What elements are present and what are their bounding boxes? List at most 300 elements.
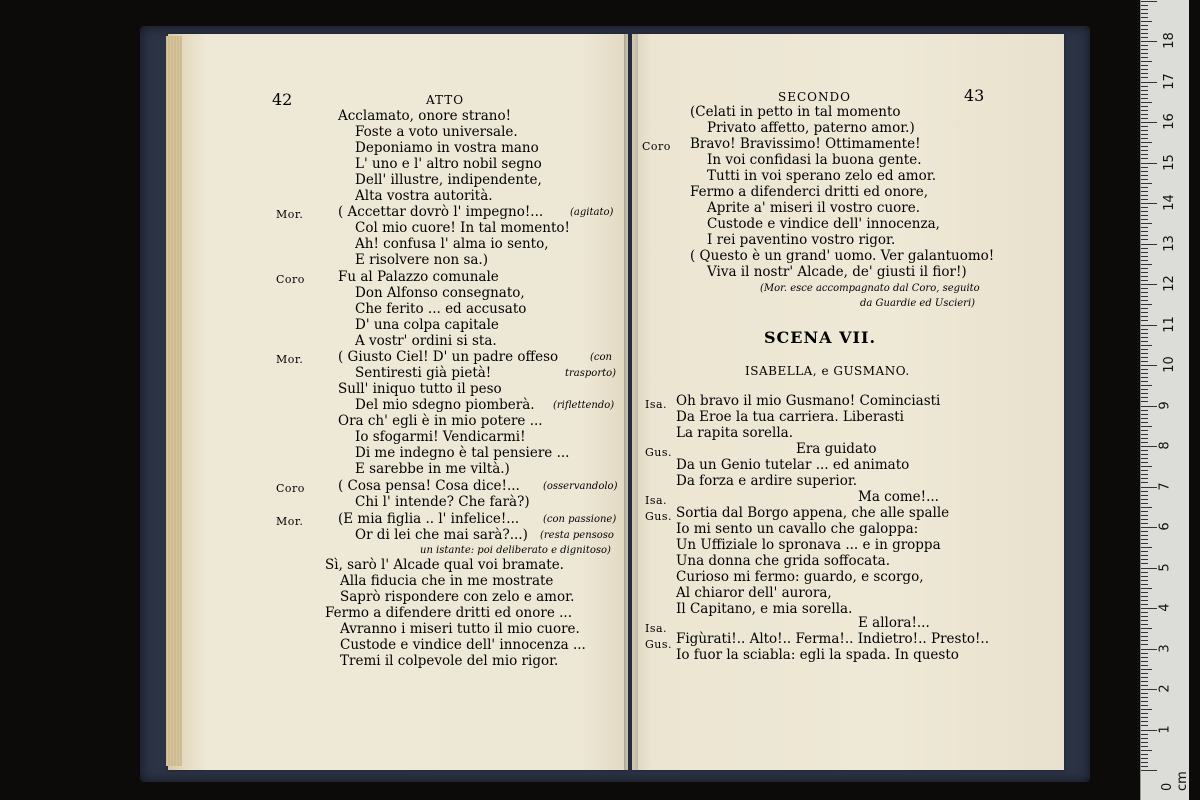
ruler-tick <box>1141 665 1148 666</box>
ruler-tick <box>1141 130 1148 131</box>
verse-line: Fermo a difenderci dritti ed onore, <box>690 184 929 200</box>
ruler-tick <box>1141 337 1148 338</box>
stage-direction: da Guardie ed Uscieri) <box>860 298 976 309</box>
ruler-tick <box>1141 770 1157 771</box>
ruler-tick <box>1141 628 1152 629</box>
ruler-tick <box>1141 365 1157 366</box>
ruler-tick <box>1141 195 1148 196</box>
verse-line: (Celati in petto in tal momento <box>690 104 901 120</box>
ruler-tick <box>1141 600 1148 601</box>
ruler-tick <box>1141 248 1148 249</box>
verse-line: Saprò rispondere con zelo e amor. <box>340 589 575 605</box>
stage-direction: (resta pensoso <box>540 530 614 541</box>
ruler-tick <box>1141 90 1148 91</box>
verse-line: Don Alfonso consegnato, <box>355 285 525 301</box>
ruler-tick <box>1141 211 1148 212</box>
verse-line: (E mia figlia .. l' infelice!... <box>338 511 520 527</box>
ruler-tick <box>1141 252 1148 253</box>
verse-line: Custode e vindice dell' innocenza, <box>707 216 940 232</box>
verse-line: Da un Genio tutelar ... ed animato <box>676 457 910 473</box>
ruler-tick <box>1141 357 1148 358</box>
ruler-tick <box>1141 519 1148 520</box>
ruler-tick <box>1141 29 1148 30</box>
ruler-tick <box>1141 766 1148 767</box>
ruler-label: 11 <box>1161 315 1177 333</box>
ruler-tick <box>1141 442 1148 443</box>
ruler-tick <box>1141 215 1148 216</box>
ruler-tick <box>1141 738 1148 739</box>
ruler-tick <box>1141 547 1152 548</box>
page-number-right: 43 <box>964 86 985 105</box>
verse-line: Ora ch' egli è in mio potere ... <box>338 413 543 429</box>
ruler-tick <box>1141 620 1148 621</box>
scene-characters: ISABELLA, e GUSMANO. <box>745 364 910 378</box>
ruler-tick <box>1141 422 1148 423</box>
ruler-tick <box>1141 280 1148 281</box>
ruler-label: 13 <box>1161 234 1177 252</box>
ruler-tick <box>1141 466 1152 467</box>
verse-line: Or di lei che mai sarà?...) <box>355 527 528 543</box>
running-head-left: ATTO <box>426 93 465 107</box>
stage-direction: (osservandolo) <box>543 481 618 492</box>
ruler-tick <box>1141 531 1148 532</box>
ruler-tick <box>1141 175 1148 176</box>
ruler-tick <box>1141 235 1148 236</box>
ruler-tick <box>1141 604 1148 605</box>
ruler-tick <box>1141 418 1148 419</box>
ruler-tick <box>1141 361 1148 362</box>
ruler-tick <box>1141 450 1148 451</box>
ruler-tick <box>1141 260 1148 261</box>
page-number-left: 42 <box>272 90 293 109</box>
ruler-tick <box>1141 426 1152 427</box>
verse-line: Sortia dal Borgo appena, che alle spalle <box>676 505 950 521</box>
ruler-tick <box>1141 288 1148 289</box>
ruler-tick <box>1141 126 1148 127</box>
verse-line: Ma come!... <box>858 489 939 505</box>
verse-line: Fermo a difendere dritti ed onore ... <box>325 605 572 621</box>
ruler-tick <box>1141 580 1148 581</box>
ruler-tick <box>1141 353 1148 354</box>
stage-direction: (Mor. esce accompagnato dal Coro, seguito <box>760 283 980 294</box>
speaker-label: Mor. <box>276 208 304 221</box>
ruler-tick <box>1141 312 1148 313</box>
speaker-label: Coro <box>276 273 305 286</box>
stage-direction: (con passione) <box>543 514 617 525</box>
ruler-tick <box>1141 73 1148 74</box>
ruler-tick <box>1141 511 1148 512</box>
ruler-tick <box>1141 535 1148 536</box>
verse-line: In voi confidasi la buona gente. <box>707 152 922 168</box>
ruler-label: 2 <box>1157 684 1173 693</box>
ruler-tick <box>1141 458 1148 459</box>
ruler-tick <box>1141 576 1148 577</box>
ruler-tick <box>1141 495 1148 496</box>
ruler-tick <box>1141 227 1148 228</box>
ruler-tick <box>1141 636 1148 637</box>
verse-line: Il Capitano, e mia sorella. <box>676 601 853 617</box>
ruler-tick <box>1141 187 1148 188</box>
ruler-tick <box>1141 507 1152 508</box>
verse-line: Di me indegno è tal pensiere ... <box>355 445 570 461</box>
ruler-tick <box>1141 555 1148 556</box>
ruler-label: 7 <box>1157 481 1173 491</box>
ruler-tick <box>1141 369 1148 370</box>
ruler-tick <box>1141 584 1148 585</box>
speaker-label: Isa. <box>645 622 668 635</box>
verse-line: Aprite a' miseri il vostro cuore. <box>707 200 921 216</box>
ruler-tick <box>1141 653 1148 654</box>
ruler-tick <box>1141 150 1148 151</box>
ruler-label: 12 <box>1161 275 1177 292</box>
ruler-tick <box>1141 9 1148 10</box>
ruler-tick <box>1141 138 1148 139</box>
ruler-tick <box>1141 397 1148 398</box>
verse-line: Tremi il colpevole del mio rigor. <box>340 653 559 669</box>
verse-line: Curioso mi fermo: guardo, e scorgo, <box>676 569 924 585</box>
ruler-tick <box>1141 717 1148 718</box>
ruler-tick <box>1141 377 1148 378</box>
ruler-tick <box>1141 300 1148 301</box>
ruler-tick <box>1141 572 1148 573</box>
ruler-tick <box>1141 333 1148 334</box>
ruler-tick <box>1141 551 1148 552</box>
ruler-label: 0 cm <box>1160 771 1190 791</box>
ruler-tick <box>1141 154 1148 155</box>
ruler-tick <box>1141 65 1148 66</box>
ruler-tick <box>1141 308 1148 309</box>
ruler-tick <box>1141 179 1148 180</box>
verse-line: Tutti in voi sperano zelo ed amor. <box>707 168 936 184</box>
ruler-tick <box>1141 401 1148 402</box>
verse-line: Una donna che grida soffocata. <box>676 553 890 569</box>
verse-line: ( Cosa pensa! Cosa dice!... <box>338 478 520 494</box>
verse-line: Figùrati!.. Alto!.. Ferma!.. Indietro!.. Presto!.. <box>676 631 989 647</box>
ruler-tick <box>1141 499 1148 500</box>
verse-line: Al chiaror dell' aurora, <box>676 585 832 601</box>
ruler-label: 5 <box>1157 562 1173 572</box>
ruler-tick <box>1141 693 1148 694</box>
ruler-tick <box>1141 349 1148 350</box>
ruler-tick <box>1141 410 1148 411</box>
ruler-tick <box>1141 203 1157 204</box>
ruler-tick <box>1141 53 1148 54</box>
verse-line: Foste a voto universale. <box>355 124 518 140</box>
ruler-tick <box>1141 543 1148 544</box>
ruler-tick <box>1141 725 1148 726</box>
ruler-tick <box>1141 434 1148 435</box>
ruler-tick <box>1141 563 1148 564</box>
ruler-tick <box>1141 523 1148 524</box>
ruler-tick <box>1141 685 1148 686</box>
verse-line: D' una colpa capitale <box>355 317 499 333</box>
ruler-tick <box>1141 122 1157 123</box>
verse-line: Chi l' intende? Che farà?) <box>355 494 530 510</box>
ruler-tick <box>1141 276 1148 277</box>
ruler-tick <box>1141 268 1148 269</box>
speaker-label: Gus. <box>645 446 673 459</box>
scene-title: SCENA VII. <box>764 328 877 347</box>
ruler-tick <box>1141 406 1157 407</box>
ruler-tick <box>1141 345 1152 346</box>
ruler-tick <box>1141 25 1148 26</box>
ruler-tick <box>1141 272 1148 273</box>
verse-line: La rapita sorella. <box>676 425 794 441</box>
verse-line: Avranno i miseri tutto il mio cuore. <box>340 621 580 637</box>
ruler-tick <box>1141 171 1148 172</box>
ruler-tick <box>1141 244 1157 245</box>
ruler-tick <box>1141 381 1148 382</box>
ruler-tick <box>1141 373 1148 374</box>
ruler-tick <box>1141 231 1148 232</box>
ruler-tick <box>1141 219 1148 220</box>
ruler-tick <box>1141 559 1148 560</box>
ruler-tick <box>1141 750 1152 751</box>
ruler-tick <box>1141 5 1148 6</box>
ruler-tick <box>1141 697 1148 698</box>
verse-line: Ah! confusa l' alma io sento, <box>355 236 549 252</box>
ruler-tick <box>1141 503 1148 504</box>
speaker-label: Coro <box>276 482 305 495</box>
verse-line: Sull' iniquo tutto il peso <box>338 381 502 397</box>
verse-line: L' uno e l' altro nobil segno <box>355 156 542 172</box>
measuring-ruler <box>1140 0 1189 800</box>
ruler-tick <box>1141 730 1157 731</box>
ruler-tick <box>1141 721 1148 722</box>
ruler-tick <box>1141 539 1148 540</box>
ruler-tick <box>1141 158 1148 159</box>
ruler-tick <box>1141 746 1148 747</box>
verse-line: A vostr' ordini si sta. <box>355 333 497 349</box>
ruler-tick <box>1141 568 1157 569</box>
book-gutter <box>624 34 638 770</box>
ruler-tick <box>1141 304 1152 305</box>
ruler-tick <box>1141 640 1148 641</box>
verse-line: Che ferito ... ed accusato <box>355 301 527 317</box>
ruler-tick <box>1141 296 1148 297</box>
stage-direction: un istante: poi deliberato e dignitoso) <box>420 545 611 556</box>
ruler-tick <box>1141 292 1148 293</box>
ruler-tick <box>1141 199 1148 200</box>
verse-line: Deponiamo in vostra mano <box>355 140 539 156</box>
ruler-tick <box>1141 616 1148 617</box>
ruler-tick <box>1141 734 1148 735</box>
verse-line: ( Accettar dovrò l' impegno!... <box>338 204 544 220</box>
ruler-tick <box>1141 329 1148 330</box>
ruler-tick <box>1141 110 1148 111</box>
speaker-label: Coro <box>642 140 671 153</box>
ruler-tick <box>1141 762 1148 763</box>
speaker-label: Gus. <box>645 638 673 651</box>
ruler-label: 4 <box>1157 603 1173 612</box>
speaker-label: Isa. <box>645 398 668 411</box>
ruler-tick <box>1141 389 1148 390</box>
ruler-tick <box>1141 57 1148 58</box>
ruler-tick <box>1141 592 1148 593</box>
verse-line: Viva il nostr' Alcade, de' giusti il fior!) <box>707 264 967 280</box>
ruler-tick <box>1141 320 1148 321</box>
ruler-tick <box>1141 21 1152 22</box>
ruler-tick <box>1141 13 1148 14</box>
ruler-tick <box>1141 118 1148 119</box>
ruler-tick <box>1141 644 1148 645</box>
ruler-tick <box>1141 478 1148 479</box>
ruler-tick <box>1141 17 1148 18</box>
ruler-tick <box>1141 316 1148 317</box>
ruler-tick <box>1141 69 1148 70</box>
ruler-tick <box>1141 608 1157 609</box>
ruler-tick <box>1141 61 1152 62</box>
speaker-label: Mor. <box>276 515 304 528</box>
ruler-tick <box>1141 669 1152 670</box>
speaker-label: Isa. <box>645 494 668 507</box>
ruler-label: 1 <box>1157 724 1173 734</box>
verse-line: Privato affetto, paterno amor.) <box>707 120 915 136</box>
ruler-tick <box>1141 430 1148 431</box>
ruler-tick <box>1141 146 1148 147</box>
ruler-tick <box>1141 385 1152 386</box>
ruler-tick <box>1141 677 1148 678</box>
ruler-tick <box>1141 86 1148 87</box>
ruler-tick <box>1141 754 1148 755</box>
ruler-tick <box>1141 649 1157 650</box>
ruler-tick <box>1141 45 1148 46</box>
ruler-tick <box>1141 689 1157 690</box>
ruler-tick <box>1141 341 1148 342</box>
stage-direction: (con <box>590 352 612 363</box>
ruler-tick <box>1141 588 1152 589</box>
verse-line: Da Eroe la tua carriera. Liberasti <box>676 409 904 425</box>
ruler-tick <box>1141 393 1148 394</box>
verse-line: ( Giusto Ciel! D' un padre offeso <box>338 349 559 365</box>
ruler-tick <box>1141 661 1148 662</box>
verse-line: Acclamato, onore strano! <box>338 108 512 124</box>
running-head-right: SECONDO <box>778 90 851 104</box>
verse-line: Del mio sdegno piomberà. <box>355 397 535 413</box>
verse-line: Sentiresti già pietà! <box>355 365 492 381</box>
ruler-label: 14 <box>1161 194 1177 211</box>
verse-line: Bravo! Bravissimo! Ottimamente! <box>690 136 921 152</box>
ruler-tick <box>1141 470 1148 471</box>
ruler-tick <box>1141 33 1148 34</box>
verse-line: Alla fiducia che in me mostrate <box>340 573 554 589</box>
ruler-label: 3 <box>1157 643 1173 653</box>
ruler-tick <box>1141 1 1157 2</box>
stage-direction: (riflettendo) <box>553 400 615 411</box>
ruler-tick <box>1141 102 1152 103</box>
speaker-label: Mor. <box>276 353 304 366</box>
verse-line: Da forza e ardire superior. <box>676 473 858 489</box>
verse-line: Io fuor la sciabla: egli la spada. In questo <box>676 647 959 663</box>
ruler-label: 17 <box>1161 72 1177 90</box>
ruler-label: 15 <box>1161 153 1177 171</box>
ruler-tick <box>1141 474 1148 475</box>
ruler-tick <box>1141 239 1148 240</box>
ruler-tick <box>1141 325 1157 326</box>
ruler-tick <box>1141 713 1148 714</box>
verse-line: Io mi sento un cavallo che galoppa: <box>676 521 919 537</box>
ruler-tick <box>1141 284 1157 285</box>
verse-line: Sì, sarò l' Alcade qual voi bramate. <box>325 557 564 573</box>
verse-line: I rei paventino vostro rigor. <box>707 232 896 248</box>
verse-line: Custode e vindice dell' innocenza ... <box>340 637 586 653</box>
ruler-tick <box>1141 142 1152 143</box>
ruler-tick <box>1141 681 1148 682</box>
verse-line: Alta vostra autorità. <box>355 188 493 204</box>
verse-line: Fu al Palazzo comunale <box>338 269 499 285</box>
ruler-tick <box>1141 37 1148 38</box>
ruler-tick <box>1141 515 1148 516</box>
ruler-tick <box>1141 705 1148 706</box>
ruler-tick <box>1141 77 1148 78</box>
ruler-tick <box>1141 163 1157 164</box>
ruler-tick <box>1141 454 1148 455</box>
ruler-tick <box>1141 438 1148 439</box>
ruler-tick <box>1141 596 1148 597</box>
stage-direction: trasporto) <box>565 368 617 379</box>
verse-line: Era guidato <box>796 441 877 457</box>
ruler-label: 6 <box>1157 522 1173 531</box>
ruler-tick <box>1141 742 1148 743</box>
ruler-tick <box>1141 94 1148 95</box>
ruler-tick <box>1141 114 1148 115</box>
ruler-tick <box>1141 446 1157 447</box>
ruler-tick <box>1141 632 1148 633</box>
ruler-tick <box>1141 183 1152 184</box>
verse-line: ( Questo è un grand' uomo. Ver galantuomo! <box>690 248 995 264</box>
ruler-tick <box>1141 657 1148 658</box>
ruler-tick <box>1141 487 1157 488</box>
ruler-tick <box>1141 462 1148 463</box>
ruler-tick <box>1141 49 1148 50</box>
ruler-tick <box>1141 98 1148 99</box>
speaker-label: Gus. <box>645 510 673 523</box>
ruler-tick <box>1141 758 1148 759</box>
verse-line: E risolvere non sa.) <box>355 252 488 268</box>
ruler-tick <box>1141 491 1148 492</box>
stage-direction: (agitato) <box>570 207 614 218</box>
verse-line: Io sfogarmi! Vendicarmi! <box>355 429 526 445</box>
ruler-tick <box>1141 256 1148 257</box>
ruler-tick <box>1141 527 1157 528</box>
ruler-label: 8 <box>1157 441 1173 450</box>
ruler-tick <box>1141 191 1148 192</box>
ruler-label: 9 <box>1157 400 1173 410</box>
ruler-label: 16 <box>1161 113 1177 130</box>
verse-line: E allora!... <box>858 615 930 631</box>
ruler-tick <box>1141 207 1148 208</box>
ruler-label: 10 <box>1161 356 1177 373</box>
ruler-tick <box>1141 167 1148 168</box>
verse-line: Oh bravo il mio Gusmano! Cominciasti <box>676 393 941 409</box>
ruler-tick <box>1141 134 1148 135</box>
ruler-tick <box>1141 41 1157 42</box>
ruler-tick <box>1141 673 1148 674</box>
ruler-tick <box>1141 701 1148 702</box>
page-fore-edge <box>166 36 182 766</box>
verse-line: E sarebbe in me viltà.) <box>355 461 510 477</box>
ruler-tick <box>1141 624 1148 625</box>
verse-line: Dell' illustre, indipendente, <box>355 172 542 188</box>
verse-line: Col mio cuore! In tal momento! <box>355 220 570 236</box>
verse-line: Un Uffiziale lo spronava ... e in groppa <box>676 537 941 553</box>
ruler-tick <box>1141 709 1152 710</box>
ruler-tick <box>1141 223 1152 224</box>
ruler-tick <box>1141 82 1157 83</box>
ruler-tick <box>1141 612 1148 613</box>
ruler-tick <box>1141 414 1148 415</box>
ruler-tick <box>1141 106 1148 107</box>
